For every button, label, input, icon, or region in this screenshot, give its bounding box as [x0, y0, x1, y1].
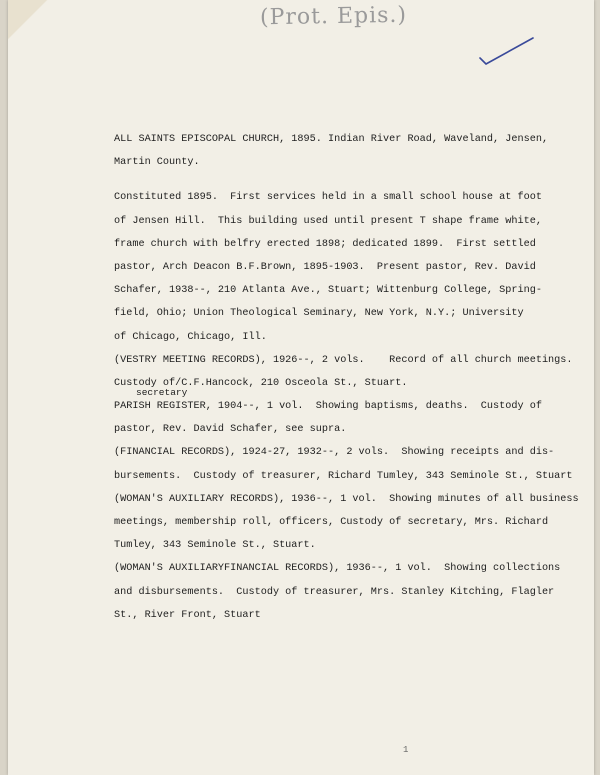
typed-line: pastor, Arch Deacon B.F.Brown, 1895-1903. Present pastor, Rev. David — [114, 261, 536, 273]
document-body — [114, 128, 584, 627]
typed-line: Schafer, 1938--, 210 Atlanta Ave., Stuart; Wittenburg College, Spring- — [114, 285, 542, 297]
typed-line: meetings, membership roll, officers, Custody of secretary, Mrs. Richard — [114, 517, 549, 528]
typed-line: pastor, Rev. David Schafer, see supra. — [114, 424, 347, 436]
typed-line: frame church with belfry erected 1898; dedicated 1899. First settled — [114, 238, 536, 250]
typed-line: (VESTRY MEETING RECORDS), 1926--, 2 vols. Record of all church meetings. — [114, 354, 573, 366]
typed-line: St., River Front, Stuart — [114, 609, 261, 621]
typed-line: PARISH REGISTER, 1904--, 1 vol. Showing baptisms, deaths. Custody of — [114, 401, 542, 413]
folded-corner — [8, 0, 48, 40]
checkmark-icon — [478, 30, 538, 70]
typed-line: Tumley, 343 Seminole St., Stuart. — [114, 540, 316, 552]
inserted-word: secretary — [136, 387, 188, 398]
typed-line: field, Ohio; Union Theological Seminary, New York, N.Y.; University — [114, 308, 524, 320]
footer-mark: 1 — [403, 745, 409, 755]
typed-document-page — [8, 0, 594, 775]
typed-line: (WOMAN'S AUXILIARY RECORDS), 1936--, 1 vol. Showing minutes of all business — [114, 493, 579, 505]
handwritten-annotation: (Prot. Epis.) — [259, 2, 408, 31]
typed-line: Martin County. — [114, 157, 200, 169]
typed-line: of Chicago, Chicago, Ill. — [114, 331, 267, 343]
typed-line: of Jensen Hill. This building used until present T shape frame white, — [114, 215, 542, 227]
typed-line: Custody of/C.F.Hancock, 210 Osceola St., Stuart. — [114, 377, 408, 389]
typed-line: and disbursements. Custody of treasurer, Mrs. Stanley Kitching, Flagler — [114, 586, 555, 598]
typed-line: ALL SAINTS EPISCOPAL CHURCH, 1895. Indian River Road, Waveland, Jensen, — [114, 134, 549, 145]
typed-line: (FINANCIAL RECORDS), 1924-27, 1932--, 2 vols. Showing receipts and dis- — [114, 447, 555, 459]
typed-line: Constituted 1895. First services held in a small school house at foot — [114, 192, 542, 204]
typed-line: (WOMAN'S AUXILIARYFINANCIAL RECORDS), 1936--, 1 vol. Showing collections — [114, 563, 561, 575]
typed-line: bursements. Custody of treasurer, Richard Tumley, 343 Seminole St., Stuart — [114, 470, 573, 482]
paragraph-gap — [114, 174, 584, 186]
